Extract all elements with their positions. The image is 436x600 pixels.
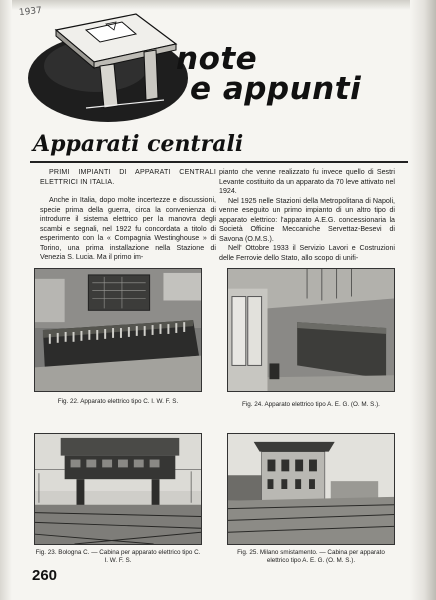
figure-23-caption: Fig. 23. Bologna C. — Cabina per apparato elettrico tipo C. I. W. F. S. <box>35 549 201 564</box>
title-underline <box>30 161 408 163</box>
figure-22-caption: Fig. 22. Apparato elettrico tipo C. I. W. F. S. <box>57 398 179 405</box>
figure-24-caption: Fig. 24. Apparato elettrico tipo A. E. G. (O. M. S.). <box>242 401 380 408</box>
section-header-title <box>170 41 410 107</box>
paragraph: Anche in Italia, dopo molte incertezze e discussioni, specie prima della guerra, circa la convenienza di introdurre il sistema elettrico per la manovra degli scambi e segnali, nel 1922 fu concordata a titolo di esperimento con la « Compagnia Westinghouse » di Torino, una prima installazione nella Stazione di Venezia S. Lucia. Ma il primo im- <box>40 196 216 262</box>
figure-23-photo <box>34 433 202 545</box>
article-subhead: PRIMI IMPIANTI DI APPARATI CENTRALI ELETTRICI IN ITALIA. <box>40 168 216 186</box>
paragraph: Nel 1925 nelle Stazioni della Metropolitana di Napoli, venne eseguito un primo impianto di un altro tipo di apparato elettrico: l'apparato A.E.G. concessionaria la Società Officine Meccaniche Servettaz-Besevi di Savona (O.M.S.). <box>219 196 395 243</box>
article-title: Apparati centrali <box>33 131 244 157</box>
page-shadow-right <box>410 0 436 600</box>
figure-22-photo <box>34 268 202 392</box>
page-number: 260 <box>32 567 58 584</box>
handwritten-year: 1937 <box>18 5 43 19</box>
paragraph: pianto che venne realizzato fu invece quello di Sestri Levante costituito da un apparato da 70 leve attivato nel 1924. <box>219 168 395 196</box>
figure-24-photo <box>227 268 395 392</box>
figure-25-photo <box>227 433 395 545</box>
paragraph: Nell' Ottobre 1933 il Servizio Lavori e Costruzioni delle Ferrovie dello Stato, allo scopo di unifi- <box>219 244 395 262</box>
text-column-right <box>219 168 395 263</box>
header-title-line-1: note <box>176 41 258 77</box>
page-shadow-left <box>0 0 12 600</box>
header-title-line-2: e appunti <box>190 71 362 107</box>
figure-25-caption: Fig. 25. Milano smistamento. — Cabina per apparato elettrico tipo A. E. G. (O. M. S.). <box>237 549 385 564</box>
text-column-left <box>40 168 216 263</box>
